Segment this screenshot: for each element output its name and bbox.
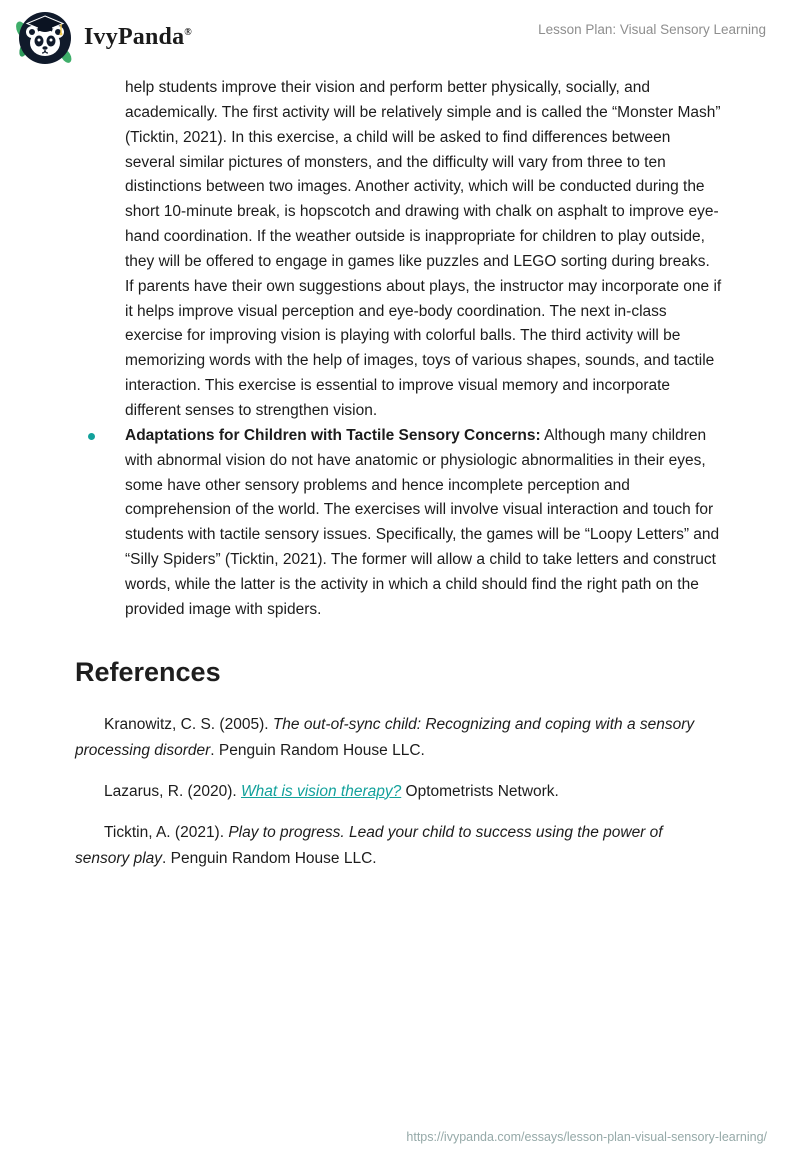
continuation-text: help students improve their vision and perform better physically, socially, and academically. The first activity will be relatively simple and is called the “Monster Mash” (Ticktin, 2021). In this exercise, a child will be asked to find differences between several similar pictures of monsters, and the difficulty will vary from three to ten distinctions between two images. Another activity, which will be conducted during the short 10-minute break, is hopscotch and drawing with chalk on asphalt to improve eye-hand coordination. If the weather outside is inappropriate for children to play outside, they will be offered to engage in games like puzzles and LEGO sorting during breaks. If parents have their own suggestions about plays, the instructor may incorporate one if it helps improve visual perception and eye-body coordination. The next in-class exercise for improving vision is playing with colorful balls. The third activity will be memorizing words with the help of images, toys of various shapes, sounds, and tactile interaction. This exercise is essential to improve visual memory and incorporate different senses to strengthen vision. (125, 79, 722, 419)
reference-author: Kranowitz, C. S. (2005). (104, 715, 273, 733)
ivypanda-logo-icon (16, 8, 74, 66)
reference-author: Lazarus, R. (2020). (104, 782, 241, 800)
bullet-item-adaptations (88, 424, 800, 623)
paragraph-continuation (125, 76, 722, 424)
reference-publisher: . Penguin Random House LLC. (162, 849, 377, 867)
brand (16, 8, 192, 66)
reference-title: The out-of-sync child: Recognizing and coping with a sensory processing disorder (75, 715, 695, 759)
document-title: Lesson Plan: Visual Sensory Learning (538, 22, 766, 37)
registered-mark: ® (184, 26, 192, 38)
bullet-item-body-text: Although many children with abnormal vision do not have anatomic or physiologic abnormalities in their eyes, some have other sensory problems and hence incomplete perception and comprehension of the world. The exercises will involve visual interaction and touch for students with tactile sensory issues. Specifically, the games will be “Loopy Letters” and “Silly Spiders” (Ticktin, 2021). The former will allow a child to take letters and construct words, while the latter is the activity in which a child should find the right path on the provided image with spiders. (125, 426, 720, 618)
reference-entry-ticktin (75, 820, 721, 872)
document-body (0, 76, 800, 872)
reference-title: Play to progress. Lead your child to success using the power of sensory play (75, 823, 663, 867)
page-header (0, 0, 800, 66)
reference-title-link[interactable]: What is vision therapy? (240, 782, 402, 800)
reference-entry-lazarus (75, 779, 721, 805)
reference-entry-kranowitz (75, 712, 721, 764)
reference-publisher: . Penguin Random House LLC. (210, 741, 425, 759)
bullet-marker-icon (88, 433, 95, 440)
brand-name: IvyPanda® (84, 23, 192, 50)
footer-source-url[interactable]: https://ivypanda.com/essays/lesson-plan-visual-sensory-learning/ (406, 1130, 767, 1144)
references-heading: References (75, 656, 221, 687)
bullet-item-bold-label: Adaptations for Children with Tactile Sensory Concerns: (125, 426, 541, 444)
reference-author: Ticktin, A. (2021). (104, 823, 229, 841)
bullet-item-text (125, 424, 722, 623)
reference-publisher: Optometrists Network. (401, 782, 559, 800)
